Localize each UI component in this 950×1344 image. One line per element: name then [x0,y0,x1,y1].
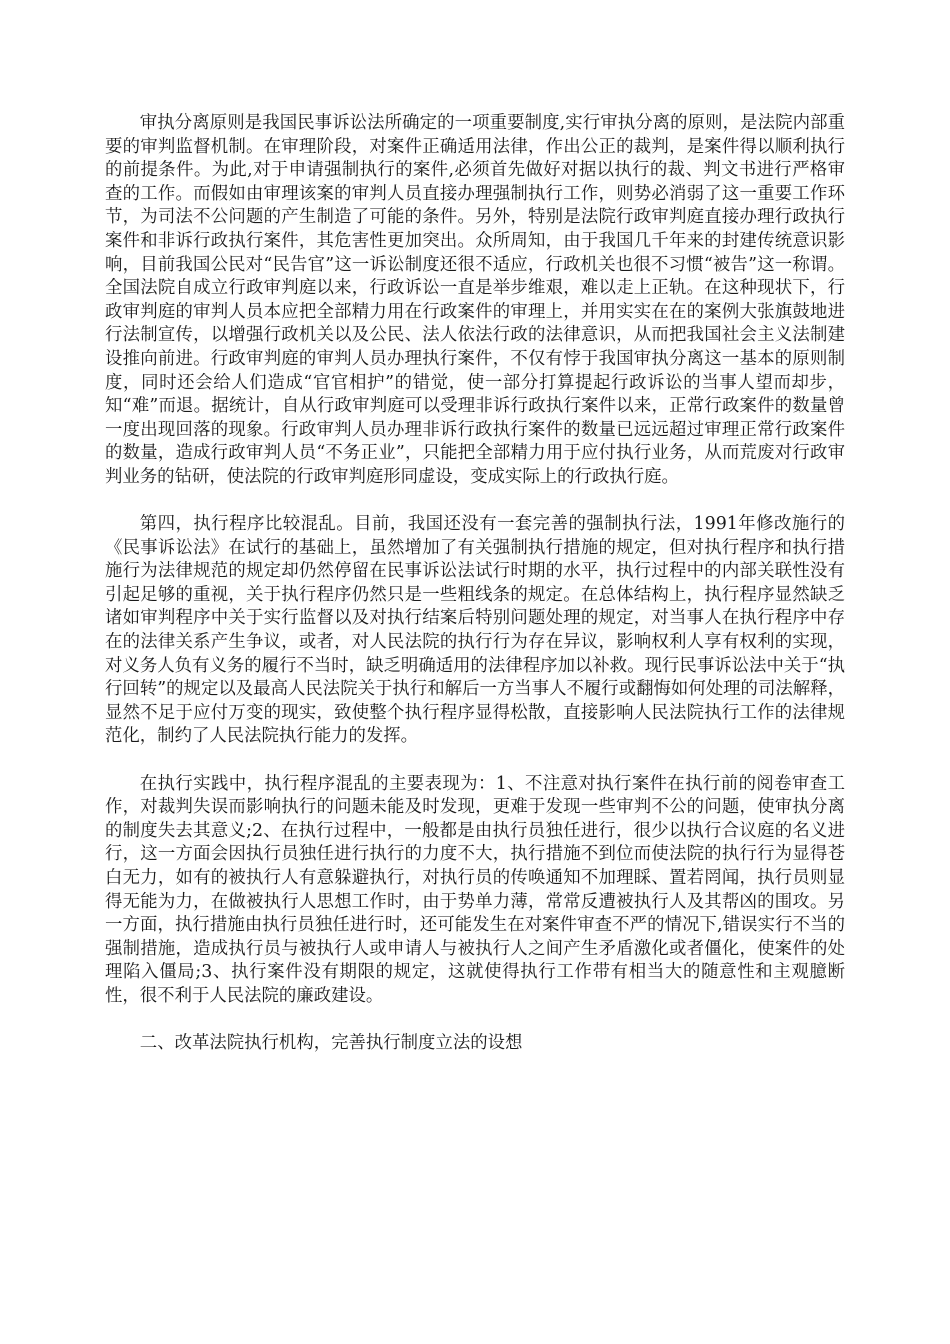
paragraph-trial-execution-separation: 审执分离原则是我国民事诉讼法所确定的一项重要制度,实行审执分离的原则，是法院内部重要的审判监督机制。在审理阶段，对案件正确适用法律，作出公正的裁判，是案件得以顺利执行的前提条件。为此,对于申请强制执行的案件,必须首先做好对据以执行的裁、判文书进行严格审查的工作。而假如由审理该案的审判人员直接办理强制执行工作，则势必消弱了这一重要工作环节，为司法不公问题的产生制造了可能的条件。另外，特别是法院行政审判庭直接办理行政执行案件和非诉行政执行案件，其危害性更加突出。众所周知，由于我国几千年来的封建传统意识影响，目前我国公民对“民告官”这一诉讼制度还很不适应，行政机关也很不习惯“被告”这一称谓。全国法院自成立行政审判庭以来，行政诉讼一直是举步维艰，难以走上正轨。在这种现状下，行政审判庭的审判人员本应把全部精力用在行政案件的审理上，并用实实在在的案例大张旗鼓地进行法制宣传，以增强行政机关以及公民、法人依法行政的法律意识，从而把我国社会主义法制建设推向前进。行政审判庭的审判人员办理执行案件，不仅有悖于我国审执分离这一基本的原则制度，同时还会给人们造成“官官相护”的错觉，使一部分打算提起行政诉讼的当事人望而却步，知“难”而退。据统计，自从行政审判庭可以受理非诉行政执行案件以来，正常行政案件的数量曾一度出现回落的现象。行政审判人员办理非诉行政执行案件的数量已远远超过审理正常行政案件的数量，造成行政审判人员“不务正业”，只能把全部精力用于应付执行业务，从而荒废对行政审判业务的钻研，使法院的行政审判庭形同虚设，变成实际上的行政执行庭。 [105,113,845,487]
section-heading: 二、改革法院执行机构，完善执行制度立法的设想 [139,1033,523,1054]
paragraph-execution-procedure: 第四，执行程序比较混乱。目前，我国还没有一套完善的强制执行法，1991年修改施行的《民事诉讼法》在试行的基础上，虽然增加了有关强制执行措施的规定，但对执行程序和执行措施行为法律规范的规定却仍然停留在民事诉讼法试行时期的水平，执行过程中的内部关联性没有引起足够的重视，关于执行程序仍然只是一些粗线条的规定。在总体结构上，执行程序显然缺乏诸如审判程序中关于实行监督以及对执行结案后特别问题处理的规定，对当事人在执行程序中存在的法律关系产生争议，或者，对人民法院的执行行为存在异议，影响权利人享有权利的实现，对义务人负有义务的履行不当时，缺乏明确适用的法律程序加以补救。现行民事诉讼法中关于“执行回转”的规定以及最高人民法院关于执行和解后一方当事人不履行或翻悔如何处理的司法解释，显然不足于应付万变的现实，致使整个执行程序显得松散，直接影响人民法院执行工作的法律规范化，制约了人民法院执行能力的发挥。 [105,514,845,747]
document-page [105,112,845,1056]
paragraph-execution-practice: 在执行实践中，执行程序混乱的主要表现为：1、不注意对执行案件在执行前的阅卷审查工作，对裁判失误而影响执行的问题未能及时发现，更难于发现一些审判不公的问题，使审执分离的制度失去其意义;2、在执行过程中，一般都是由执行员独任进行，很少以执行合议庭的名义进行，这一方面会因执行员独任进行执行的力度不大，执行措施不到位而使法院的执行行为显得苍白无力，如有的被执行人有意躲避执行，对执行员的传唤通知不加理睬、置若罔闻，执行员则显得无能为力，在做被执行人思想工作时，由于势单力薄，常常反遭被执行人及其帮凶的围攻。另一方面，执行措施由执行员独任进行时，还可能发生在对案件审查不严的情况下,错误实行不当的强制措施，造成执行员与被执行人或申请人与被执行人之间产生矛盾激化或者僵化，使案件的处理陷入僵局;3、执行案件没有期限的规定，这就使得执行工作带有相当大的随意性和主观臆断性，很不利于人民法院的廉政建设。 [105,773,845,1006]
